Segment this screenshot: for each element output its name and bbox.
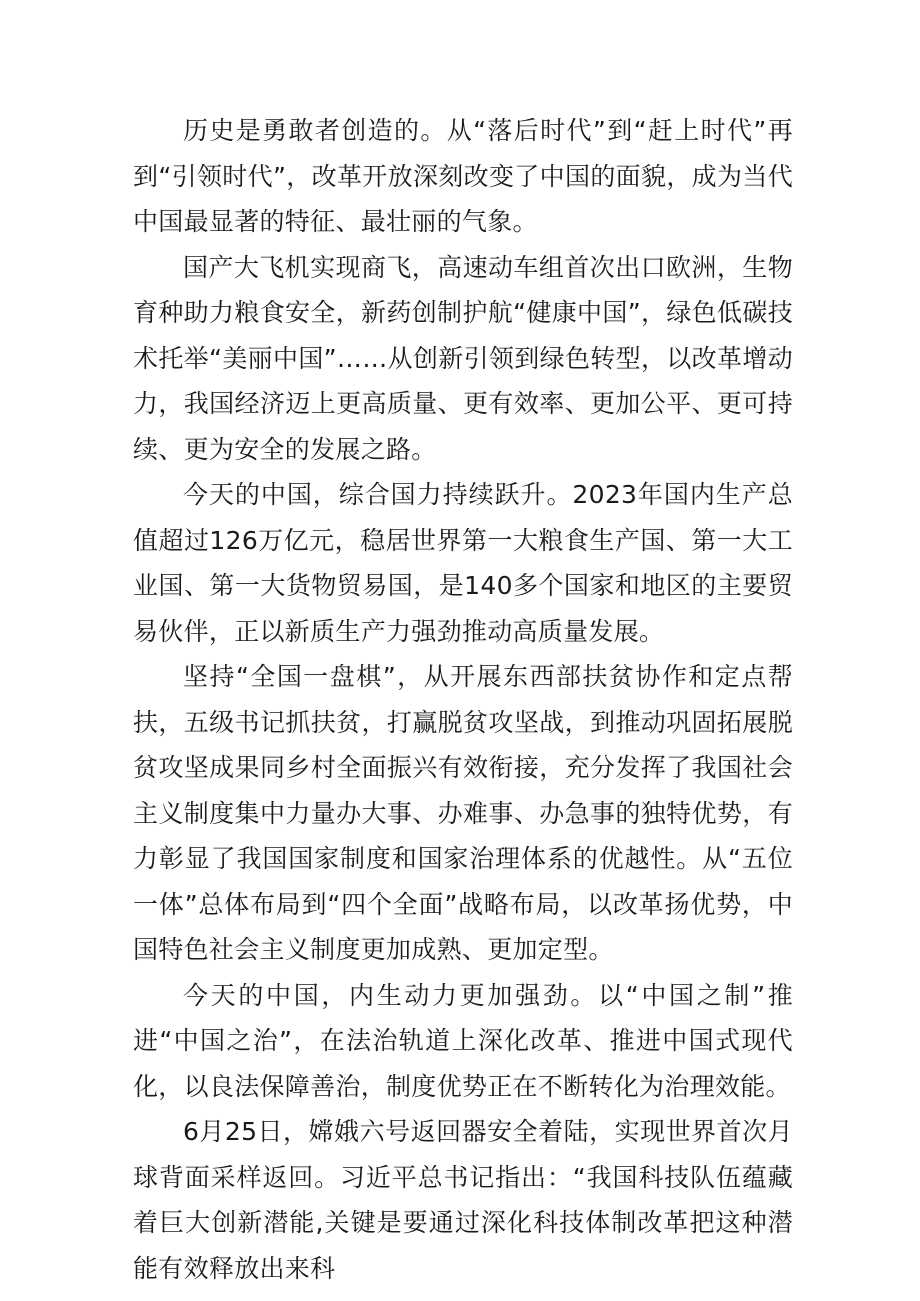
paragraph-5: 今天的中国，内生动力更加强劲。以“中国之制”推进“中国之治”，在法治轨道上深化改革、推进中国式现代化，以良法保障善治，制度优势正在不断转化为治理效能。 [133,980,793,1101]
paragraph-3: 今天的中国，综合国力持续跃升。2023年国内生产总值超过126万亿元，稳居世界第一大粮食生产国、第一大工业国、第一大货物贸易国，是140多个国家和地区的主要贸易伙伴，正以新质生产力强劲推动高质量发展。 [133,480,793,646]
document-body [133,108,793,1291]
paragraph-4: 坚持“全国一盘棋”，从开展东西部扶贫协作和定点帮扶，五级书记抓扶贫，打赢脱贫攻坚战，到推动巩固拓展脱贫攻坚成果同乡村全面振兴有效衔接，充分发挥了我国社会主义制度集中力量办大事、办难事、办急事的独特优势，有力彰显了我国国家制度和国家治理体系的优越性。从“五位一体”总体布局到“四个全面”战略布局，以改革扬优势，中国特色社会主义制度更加成熟、更加定型。 [133,662,793,964]
paragraph-1: 历史是勇敢者创造的。从“落后时代”到“赶上时代”再到“引领时代”，改革开放深刻改变了中国的面貌，成为当代中国最显著的特征、最壮丽的气象。 [133,116,793,236]
paragraph-2: 国产大飞机实现商飞，高速动车组首次出口欧洲，生物育种助力粮食安全，新药创制护航“健康中国”，绿色低碳技术托举“美丽中国”……从创新引领到绿色转型，以改革增动力，我国经济迈上更高质量、更有效率、更加公平、更可持续、更为安全的发展之路。 [133,252,793,464]
paragraph-6: 6月25日，嫦娥六号返回器安全着陆，实现世界首次月球背面采样返回。习近平总书记指出：“我国科技队伍蕴藏着巨大创新潜能,关键是要通过深化科技体制改革把这种潜能有效释放出来科 [133,1117,793,1283]
